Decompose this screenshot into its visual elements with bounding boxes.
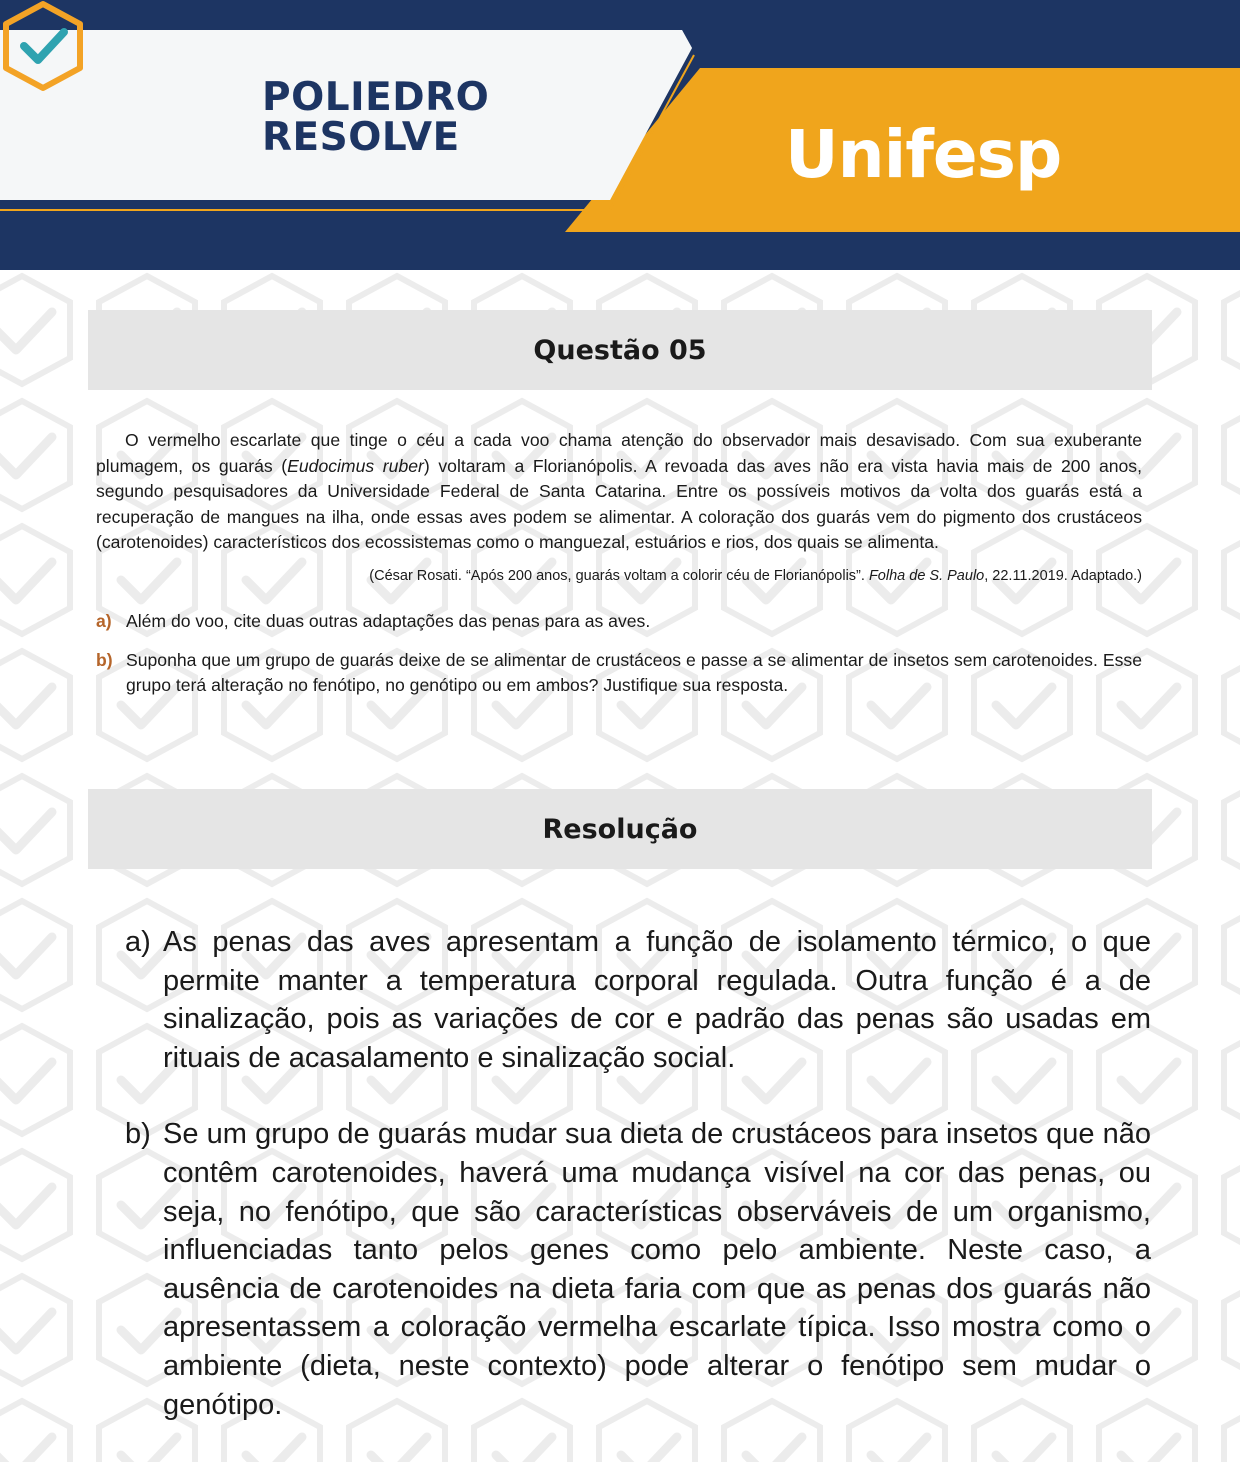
paragraph-text-1: O vermelho escarlate que tinge o céu a cada voo chama atenção do observador mais desavisado. Com sua exuberante plumagem, os guarás (	[96, 430, 1142, 476]
species-name: Eudocimus ruber	[287, 455, 424, 476]
item-text: Além do voo, cite duas outras adaptações das penas para as aves.	[126, 611, 651, 631]
check-badge-icon	[0, 0, 86, 92]
item-text: Suponha que um grupo de guarás deixe de se alimentar de crustáceos e passe a se alimentar de insetos sem carotenoides. Esse grupo terá alteração no fenótipo, no genótipo ou em ambos? Justifique sua resposta.	[126, 649, 1142, 695]
question-item-b	[96, 648, 1142, 699]
citation-source: Folha de S. Paulo	[868, 567, 985, 584]
question-item-a	[96, 609, 1142, 635]
header-banner	[0, 0, 1240, 270]
resolution-label: a)	[125, 926, 151, 958]
brand-line2: RESOLVE	[262, 115, 460, 160]
paragraph-text-2: ) voltaram a Florianópolis. A revoada das aves não era vista havia mais de 200 anos, segundo pesquisadores da Universidade Federal de Santa Catarina. Entre os possíveis motivos da volta dos guarás está a recuperação de mangues na ilha, onde essas aves podem se alimentar. A coloração dos guarás vem do pigmento dos crustáceos (carotenoides) característicos dos ecossistemas como o manguezal, estuários e rios, dos quais se alimenta.	[96, 455, 1142, 552]
resolution-heading-bar	[88, 789, 1152, 869]
resolution-body	[125, 923, 1151, 1462]
item-label: a)	[96, 611, 112, 631]
resolution-text: As penas das aves apresentam a função de isolamento térmico, o que permite manter a temperatura corporal regulada. Outra função é a de sinalização, pois as variações de cor e padrão das penas são usadas em rituais de acasalamento e sinalização social.	[163, 926, 1151, 1074]
resolution-heading: Resolução	[542, 813, 698, 845]
citation-text: (César Rosati. “Após 200 anos, guarás voltam a colorir céu de Florianópolis”.	[369, 567, 869, 584]
brand-line1: POLIEDRO	[262, 75, 490, 120]
question-items	[96, 609, 1142, 699]
resolution-text: Se um grupo de guarás mudar sua dieta de crustáceos para insetos que não contêm carotenoides, haverá uma mudança visível na cor das penas, ou seja, no fenótipo, que são características observáveis de um organismo, influenciadas tanto pelos genes como pelo ambiente. Neste caso, a ausência de carotenoides na dieta faria com que as penas dos guarás não apresentassem a coloração vermelha escarlate típica. Isso mostra como o ambiente (dieta, neste contexto) pode alterar o fenótipo sem mudar o genótipo.	[163, 1118, 1151, 1421]
resolution-label: b)	[125, 1118, 151, 1151]
item-label: b)	[96, 649, 113, 670]
brand-wordmark	[262, 75, 490, 160]
question-body	[96, 428, 1142, 712]
exam-name: Unifesp	[785, 116, 1062, 193]
citation	[96, 564, 1142, 590]
resolution-item-b	[125, 1115, 1151, 1424]
question-paragraph	[96, 428, 1142, 556]
question-heading-bar	[88, 310, 1152, 390]
citation-end: , 22.11.2019. Adaptado.)	[984, 567, 1142, 584]
resolution-item-a	[125, 923, 1151, 1077]
question-heading: Questão 05	[533, 334, 707, 366]
